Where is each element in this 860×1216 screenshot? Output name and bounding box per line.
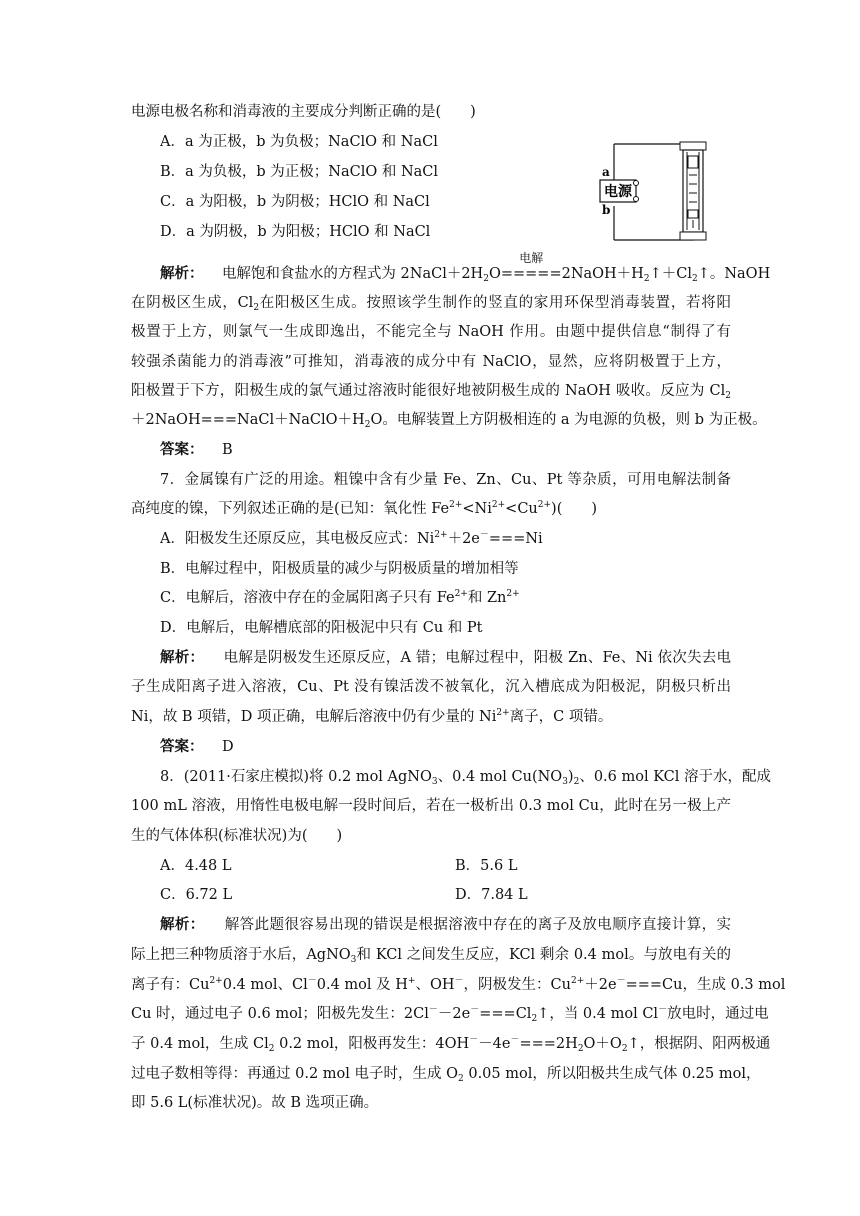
superscript: 2+ <box>209 976 223 986</box>
analysis-label: 解析： <box>160 265 204 282</box>
q8-analysis-line3 <box>131 973 786 994</box>
q8-stem-line2: 100 mL 溶液，用惰性电极电解一段时间后，若在一极析出 0.3 mol Cu，此时在另一极上产 <box>131 798 731 814</box>
q8-option-c: C．6.72 L <box>160 887 233 903</box>
subscript: 2 <box>691 274 698 284</box>
q7-analysis-line3 <box>131 705 612 726</box>
text: <Cu <box>505 501 538 517</box>
text: 0.2 mol，阳极再发生：4OH <box>274 1036 470 1052</box>
superscript: － <box>470 1005 480 1015</box>
text: 、0.4 mol Cu(NO <box>437 769 563 785</box>
superscript: + <box>407 976 416 986</box>
text: ＋2e <box>584 977 617 993</box>
q8-analysis-line7: 即 5.6 L(标准状况)。故 B 选项正确。 <box>131 1095 379 1111</box>
text: 阳极置于下方，阳极生成的氯气通过溶液时能很好地被阴极生成的 NaOH 吸收。反应为 Cl <box>131 383 726 399</box>
superscript: － <box>510 1035 520 1045</box>
q6-analysis-line1 <box>160 251 771 284</box>
text: ↑。NaOH <box>697 266 771 282</box>
text: Cu 时，通过电子 0.6 mol；阳极先发生：2Cl <box>131 1006 429 1022</box>
q8-option-b: B．5.6 L <box>455 858 518 874</box>
q7-analysis-line1 <box>160 646 731 667</box>
superscript: － <box>454 976 464 986</box>
text: ===2H <box>519 1036 578 1052</box>
text: ===Cl <box>479 1006 532 1022</box>
electrolysis-condition-label: 电解 <box>519 251 544 265</box>
text: ===Ni <box>488 531 543 547</box>
superscript: 2+ <box>491 500 506 510</box>
subscript: 2 <box>577 1044 584 1054</box>
superscript: － <box>479 530 489 540</box>
subscript: 2 <box>253 303 260 313</box>
subscript: 2 <box>531 1014 538 1024</box>
subscript: 2 <box>268 1044 275 1054</box>
text: 8．(2011·石家庄模拟)将 0.2 mol AgNO <box>160 769 432 785</box>
superscript: － <box>469 1035 479 1045</box>
superscript: 2+ <box>537 500 552 510</box>
q8-analysis-line4 <box>131 1002 769 1024</box>
text: ，阴极发生：Cu <box>463 977 571 993</box>
text: ↑，根据阴、阳两极通 <box>627 1036 771 1052</box>
q7-option-a <box>160 527 543 548</box>
q6-analysis-line5 <box>131 379 731 400</box>
q6-option-b: B．a 为负极，b 为正极；NaClO 和 NaCl <box>160 164 439 180</box>
text: A．阳极发生还原反应，其电极反应式：Ni <box>160 531 435 547</box>
text: O。电解装置上方阴极相连的 a 为电源的负极，则 b 为正极。 <box>370 412 767 428</box>
text: 子 0.4 mol，生成 Cl <box>131 1036 269 1052</box>
q7-option-b: B．电解过程中，阳极质量的减少与阴极质量的增加相等 <box>160 561 519 577</box>
q8-stem-line3: 生的气体体积(标准状况)为( ) <box>131 828 343 844</box>
answer-value: D <box>221 739 234 755</box>
superscript: － <box>307 976 317 986</box>
text: 电解饱和食盐水的方程式为 2NaCl＋2H <box>221 266 484 282</box>
q8-stem-line1 <box>160 765 772 787</box>
q6-option-d: D．a 为阴极，b 为阳极；HClO 和 NaCl <box>160 224 431 240</box>
text: 和 KCl 之间发生反应，KCl 剩余 0.4 mol。与放电有关的 <box>356 947 731 963</box>
q6-analysis-line4: 较强杀菌能力的消毒液”可推知，消毒液的成分中有 NaClO，显然，应将阴极置于上方， <box>131 354 731 370</box>
superscript: － <box>658 1005 668 1015</box>
text: O＋O <box>583 1036 622 1052</box>
text: 电解是阴极发生还原反应，A 错；电解过程中，阳极 Zn、Fe、Ni 依次失去电 <box>223 650 732 666</box>
q7-option-d: D．电解后，电解槽底部的阳极泥中只有 Cu 和 Pt <box>160 620 483 636</box>
text: －4e <box>478 1036 511 1052</box>
q7-stem-line2 <box>131 497 597 518</box>
q7-option-c <box>160 586 520 607</box>
text: ＋2NaOH===NaCl＋NaClO＋H <box>131 412 365 428</box>
q6-stem-tail: 电源电极名称和消毒液的主要成分判断正确的是( ) <box>131 104 476 120</box>
text: 解答此题很容易出现的错误是根据溶液中存在的离子及放电顺序直接计算，实 <box>224 917 732 933</box>
text: <Ni <box>462 501 492 517</box>
superscript: 2+ <box>570 976 585 986</box>
superscript: 2+ <box>506 589 520 599</box>
q6-analysis-line3: 极置于上方，则氯气一生成即逸出，不能完全与 NaOH 作用。由题中提供信息“制得了有 <box>131 324 731 340</box>
q7-stem-line1: 7．金属镍有广泛的用途。粗镍中含有少量 Fe、Zn、Cu、Pt 等杂质，可用电解法制备 <box>160 472 731 488</box>
q6-analysis-line2 <box>131 291 731 312</box>
text: O <box>488 266 501 282</box>
superscript: 2+ <box>496 708 510 718</box>
text: ===Cu，生成 0.3 mol <box>625 977 786 993</box>
subscript: 3 <box>431 777 438 787</box>
text: 在阴极区生成，Cl <box>131 295 254 311</box>
q6-analysis-line6 <box>131 408 767 430</box>
q8-analysis-line2 <box>131 943 731 964</box>
text: 0.4 mol 及 H <box>316 977 408 993</box>
answer-label: 答案： <box>160 441 204 458</box>
subscript: 2 <box>458 1074 464 1084</box>
terminal-b-label: b <box>602 203 611 217</box>
text: 际上把三种物质溶于水后，AgNO <box>131 947 351 963</box>
subscript: 3 <box>562 777 568 787</box>
answer-label: 答案： <box>160 738 204 755</box>
q6-option-a: A．a 为正极，b 为负极；NaClO 和 NaCl <box>160 134 438 150</box>
analysis-label: 解析： <box>160 916 205 933</box>
text: ＋2e <box>447 531 480 547</box>
text: 0.4 mol、Cl <box>222 977 308 993</box>
superscript: 2+ <box>449 500 463 510</box>
electrolysis-apparatus-figure <box>592 140 712 244</box>
subscript: 2 <box>643 274 650 284</box>
q8-analysis-line6 <box>131 1062 761 1084</box>
subscript: 2 <box>483 274 489 284</box>
text: －2e <box>437 1006 471 1022</box>
power-source-label: 电源 <box>604 184 632 200</box>
text: ) <box>567 769 574 785</box>
superscript: － <box>428 1005 438 1015</box>
text: ↑，当 0.4 mol Cl <box>537 1006 659 1022</box>
q7-answer <box>160 735 234 756</box>
electrolytic-tube <box>680 142 706 240</box>
text: ↑＋Cl <box>649 266 692 282</box>
superscript: 2+ <box>454 589 468 599</box>
text: C．电解后，溶液中存在的金属阳离子只有 Fe <box>160 590 455 606</box>
text: 放电时，通过电 <box>667 1006 769 1022</box>
subscript: 2 <box>573 777 580 787</box>
text: )( ) <box>551 501 598 517</box>
q8-option-d: D．7.84 L <box>455 887 528 903</box>
subscript: 3 <box>350 955 357 965</box>
analysis-label: 解析： <box>160 649 205 666</box>
q6-answer <box>160 438 233 459</box>
superscript: 2+ <box>434 530 448 540</box>
q6-option-c: C．a 为阳极，b 为阴极；HClO 和 NaCl <box>160 194 430 210</box>
text: 过电子数相等得：再通过 0.2 mol 电子时，生成 O <box>131 1066 458 1082</box>
answer-value: B <box>221 442 233 458</box>
text: 高纯度的镍，下列叙述正确的是(已知：氧化性 Fe <box>131 501 450 517</box>
text: 、OH <box>415 977 455 993</box>
subscript: 2 <box>725 391 731 401</box>
q8-option-a: A．4.48 L <box>160 858 232 874</box>
text: 0.05 mol，所以阳极共生成气体 0.25 mol， <box>463 1066 761 1082</box>
text: 离子有：Cu <box>131 977 210 993</box>
text: 离子，C 项错。 <box>509 709 613 725</box>
text: Ni，故 B 项错，D 项正确，电解后溶液中仍有少量的 Ni <box>131 709 497 725</box>
text: 在阳极区生成。按照该学生制作的竖直的家用环保型消毒装置，若将阳 <box>259 295 732 311</box>
superscript: － <box>616 976 626 986</box>
q8-analysis-line1 <box>160 913 731 934</box>
text: 2NaOH＋H <box>561 266 644 282</box>
text: 、0.6 mol KCl 溶于水，配成 <box>579 769 772 785</box>
q7-analysis-line2: 子生成阳离子进入溶液，Cu、Pt 没有镍活泼不被氧化，沉入槽底成为阳极泥，阴极只析出 <box>131 679 731 695</box>
q8-analysis-line5 <box>131 1032 771 1054</box>
subscript: 2 <box>364 420 371 430</box>
terminal-a-label: a <box>602 165 610 179</box>
electrolysis-arrow: 电解 ===== <box>500 251 562 282</box>
text: 和 Zn <box>467 590 507 606</box>
subscript: 2 <box>621 1044 628 1054</box>
